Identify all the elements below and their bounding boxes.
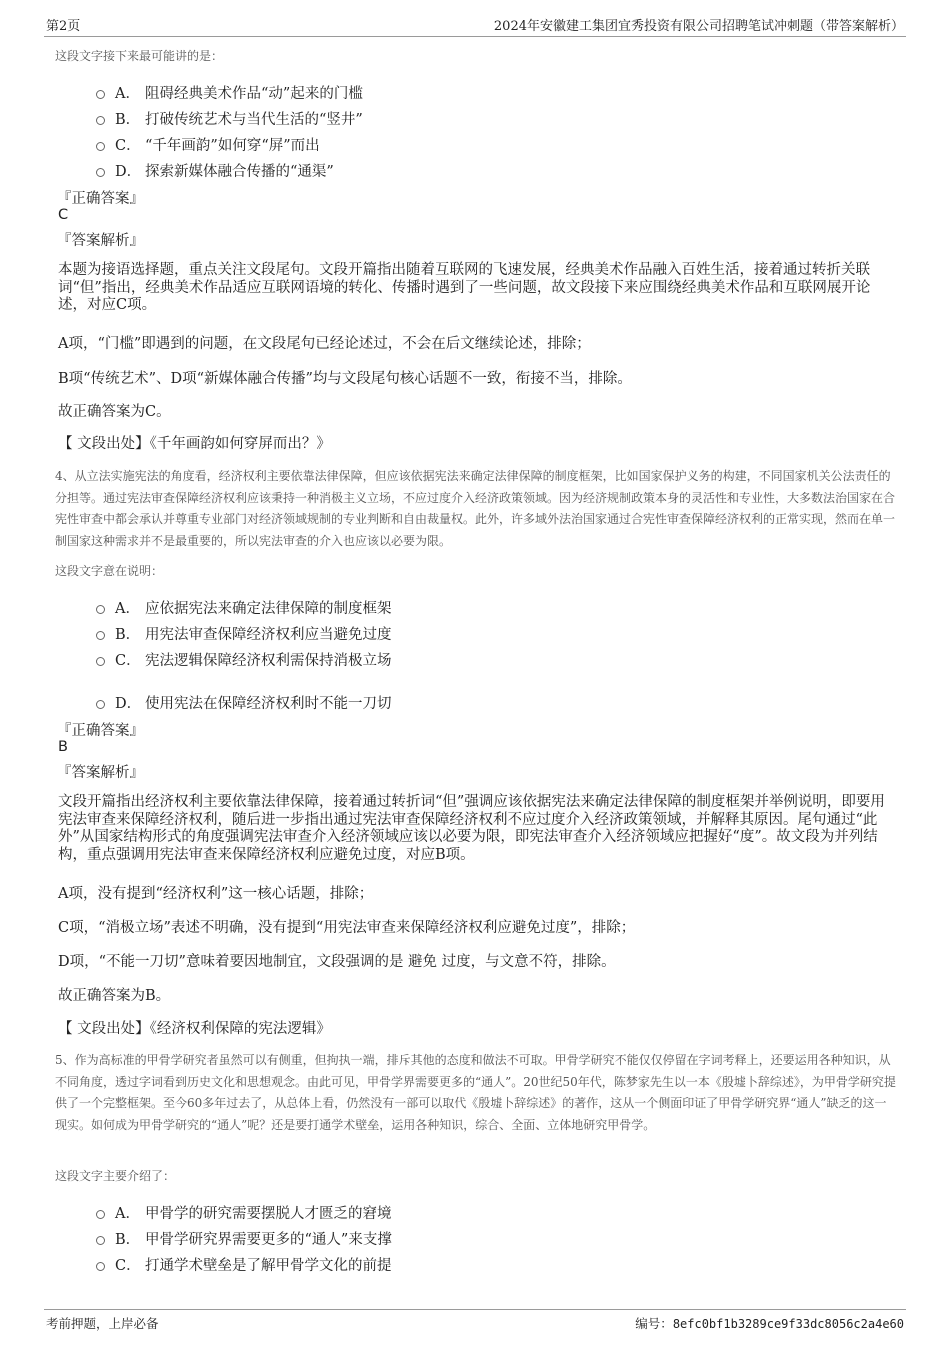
q4-note-c: C项，“消极立场”表述不明确，没有提到“用宪法审查来保障经济权利应避免过度”，排除； xyxy=(58,920,636,936)
radio-icon[interactable] xyxy=(96,1262,105,1271)
q3-note-a: A项，“门槛”即遇到的问题，在文段尾句已经论述过，不会在后文继续论述，排除； xyxy=(58,336,591,352)
q4-analysis-label: 『答案解析』 xyxy=(57,765,144,781)
radio-icon[interactable] xyxy=(96,142,105,151)
q4-passage: 4、从立法实施宪法的角度看，经济权利主要依靠法律保障，但应该依据宪法来确定法律保障的制度框架，比如国家保护义务的构建，不同国家机关公法责任的分担等。通过宪法审查保障经济权利应该秉持一种消极主义立场，不应过度介入经济政策领域。因为经济规制政策本身的灵活性和专业性，大多数法治国家在合宪性审查中都会承认并尊重专业部门对经济领域规制的专业判断和自由裁量权。此外，许多域外法治国家通过合宪性审查保障经济权利的正常实现，然而在单一制国家这种需求并不是最重要的，所以宪法审查的介入也应该以必要为限。 xyxy=(55,469,896,548)
radio-icon[interactable] xyxy=(96,90,105,99)
q4-analysis: 文段开篇指出经济权利主要依靠法律保障，接着通过转折词“但”强调应该依据宪法来确定法律保障的制度框架并举例说明，即要用宪法审查来保障经济权利，随后进一步指出通过宪法审查保障经济权利不应过度介入经济政策领域，并解释其原因。尾句通过“此外”从国家结构形式的角度强调宪法审查介入经济领域应该以必要为限，即宪法审查介入经济领域应把握好“度”。故文段为并列结构，重点强调用宪法审查来保障经济权利应避免过度，对应B项。 xyxy=(58,794,885,863)
q3-prompt: 这段文字接下来最可能讲的是： xyxy=(55,49,224,63)
radio-icon[interactable] xyxy=(96,631,105,640)
radio-icon[interactable] xyxy=(96,1236,105,1245)
q3-answer: C xyxy=(58,207,69,223)
q4-note-a: A项，没有提到“经济权利”这一核心话题，排除； xyxy=(58,886,374,902)
q4-correct-label: 『正确答案』 xyxy=(57,723,144,739)
q4-option-c[interactable]: C． 宪法逻辑保障经济权利需保持消极立场 xyxy=(96,649,392,670)
q3-option-d[interactable]: D． 探索新媒体融合传播的“通渠” xyxy=(96,160,334,181)
q5-prompt: 这段文字主要介绍了： xyxy=(55,1169,176,1183)
footer-slogan: 考前押题，上岸必备 xyxy=(46,1316,159,1331)
radio-icon[interactable] xyxy=(96,1210,105,1219)
q3-source: 【 文段出处】《千年画韵如何穿屏而出？》 xyxy=(58,436,331,452)
radio-icon[interactable] xyxy=(96,657,105,666)
q3-analysis-label: 『答案解析』 xyxy=(57,233,144,249)
q3-conclusion: 故正确答案为C。 xyxy=(58,404,171,420)
q5-option-c[interactable]: C． 打通学术壁垒是了解甲骨学文化的前提 xyxy=(96,1254,392,1275)
page-number: 第2页 xyxy=(46,19,81,34)
q4-answer: B xyxy=(58,739,68,755)
radio-icon[interactable] xyxy=(96,700,105,709)
header-rule xyxy=(44,36,906,37)
q4-note-d: D项，“不能一刀切”意味着要因地制宜，文段强调的是 避免 过度，与文意不符，排除。 xyxy=(58,954,616,970)
q4-option-a[interactable]: A． 应依据宪法来确定法律保障的制度框架 xyxy=(96,597,392,618)
q3-correct-label: 『正确答案』 xyxy=(57,191,144,207)
q5-option-b[interactable]: B． 甲骨学研究界需要更多的“通人”来支撑 xyxy=(96,1228,392,1249)
footer-rule xyxy=(44,1309,906,1310)
document-code: 编号：8efc0bf1b3289ce9f33dc8056c2a4e60 xyxy=(635,1316,904,1331)
q3-analysis: 本题为接语选择题，重点关注文段尾句。文段开篇指出随着互联网的飞速发展，经典美术作品融入百姓生活，接着通过转折关联词“但”指出，经典美术作品适应互联网语境的转化、传播时遇到了一些问题，故文段接下来应围绕经典美术作品和互联网展开论述，对应C项。 xyxy=(58,262,871,313)
radio-icon[interactable] xyxy=(96,116,105,125)
q3-option-c[interactable]: C． “千年画韵”如何穿“屏”而出 xyxy=(96,134,320,155)
q5-passage: 5、作为高标准的甲骨学研究者虽然可以有侧重，但拘执一端，排斥其他的态度和做法不可取。甲骨学研究不能仅仅停留在字词考释上，还要运用各种知识，从不同角度，透过字词看到历史文化和思想观念。由此可见，甲骨学界需要更多的“通人”。20世纪50年代，陈梦家先生以一本《殷墟卜辞综述》，为甲骨学研究提供了一个完整框架。至今60多年过去了，从总体上看，仍然没有一部可以取代《殷墟卜辞综述》的著作，这从一个侧面印证了甲骨学研究界“通人”缺乏的这一现实。如何成为甲骨学研究的“通人”呢？还是要打通学术壁垒，运用各种知识，综合、全面、立体地研究甲骨学。 xyxy=(55,1053,896,1132)
radio-icon[interactable] xyxy=(96,605,105,614)
q4-source: 【 文段出处】《经济权利保障的宪法逻辑》 xyxy=(58,1021,331,1037)
radio-icon[interactable] xyxy=(96,168,105,177)
q3-note-bd: B项“传统艺术”、D项“新媒体融合传播”均与文段尾句核心话题不一致，衔接不当，排除。 xyxy=(58,371,632,387)
q4-conclusion: 故正确答案为B。 xyxy=(58,988,171,1004)
q3-option-a[interactable]: A． 阻碍经典美术作品“动”起来的门槛 xyxy=(96,82,363,103)
q4-prompt: 这段文字意在说明： xyxy=(55,564,164,578)
q3-option-b[interactable]: B． 打破传统艺术与当代生活的“竖井” xyxy=(96,108,363,129)
document-title: 2024年安徽建工集团宜秀投资有限公司招聘笔试冲刺题（带答案解析） xyxy=(493,19,904,34)
q4-option-d[interactable]: D． 使用宪法在保障经济权利时不能一刀切 xyxy=(96,692,392,713)
q5-option-a[interactable]: A． 甲骨学的研究需要摆脱人才匮乏的窘境 xyxy=(96,1202,392,1223)
q4-option-b[interactable]: B． 用宪法审查保障经济权利应当避免过度 xyxy=(96,623,392,644)
